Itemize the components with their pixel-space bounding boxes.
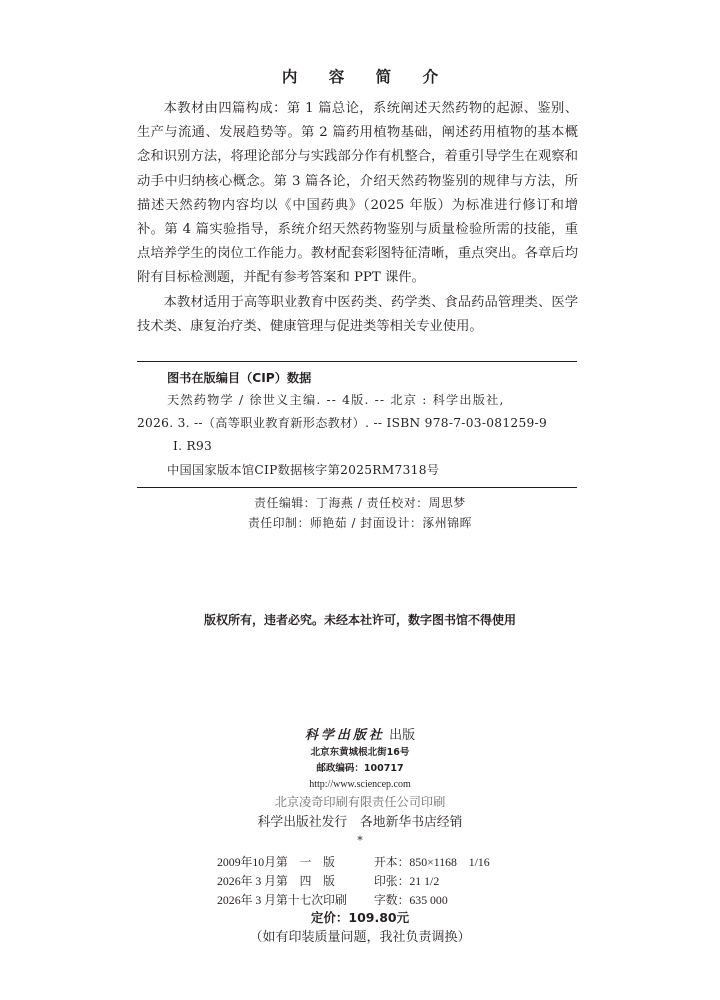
publisher-address: 北京东黄城根北街16号: [310, 747, 410, 758]
edition-date: 2026年 3 月第 四 版: [217, 874, 335, 888]
edition-date: 2026年 3 月第十七次印刷: [217, 893, 347, 907]
edition-date: 2009年10月第 一 版: [217, 855, 335, 869]
cip-record-number: 中国国家版本馆CIP数据核字第2025RM7318号: [167, 463, 440, 477]
publisher-website: http://www.sciencep.com: [309, 779, 411, 790]
price: 定价：109.80元: [310, 910, 410, 925]
edition-info: [217, 853, 490, 910]
editor-credit-line: 责任编辑：丁海燕 / 责任校对：周思梦: [254, 496, 466, 510]
cip-bottom-rule: [137, 487, 577, 488]
distribution-line: 科学出版社发行 各地新华书店经销: [257, 815, 463, 830]
edition-row: [217, 872, 490, 891]
edition-spec: 开本：850×1168 1/16: [374, 855, 490, 869]
copyright-notice: 版权所有，违者必究。未经本社许可，数字图书馆不得使用: [203, 613, 516, 627]
cip-classification-line: Ⅰ. R93: [173, 439, 213, 453]
publisher-logo-text: 科学出版社: [304, 728, 385, 743]
edition-spec: 字数：635 000: [374, 893, 448, 907]
editor-credit-line: 责任印制：师艳茹 / 封面设计：涿州锦晖: [247, 516, 473, 530]
printer-name: 北京凌奇印刷有限责任公司印刷: [274, 795, 446, 809]
edition-spec: 印张：21 1/2: [374, 874, 440, 888]
edition-row: [217, 891, 490, 910]
cip-isbn-line: 2026. 3. --（高等职业教育新形态教材）. -- ISBN 978-7-03-081259-9: [137, 416, 548, 430]
separator-asterisk: *: [357, 834, 363, 847]
publisher-name-suffix: 出版: [389, 728, 416, 743]
intro-paragraph: 本教材适用于高等职业教育中医药类、药学类、食品药品管理类、医学技术类、康复治疗类、健康管理与促进类等相关专业使用。: [137, 294, 578, 334]
cip-bibliographic-line: 天然药物学 / 徐世义主编. -- 4版. -- 北京 : 科学出版社,: [167, 393, 505, 407]
quality-guarantee-note: （如有印装质量问题，我社负责调换）: [249, 930, 471, 945]
publisher-block: [0, 727, 720, 849]
introduction-section: [137, 97, 578, 339]
publisher-postal-code: 邮政编码：100717: [316, 763, 404, 774]
intro-paragraph: 本教材由四篇构成：第 1 篇总论，系统阐述天然药物的起源、鉴别、生产与流通、发展趋势等。第 2 篇药用植物基础，阐述药用植物的基本概念和识别方法，将理论部分与实践部分作有机整合，着重引导学生在观察和动手中归纳核心概念。第 3 篇各论，介绍天然药物鉴别的规律与方法，所描述天然药物内容均以《中国药典》（2025 年版）为标准进行修订和增补。第 4 篇实验指导，系统介绍天然药物鉴别与质量检验所需的技能，重点培养学生的岗位工作能力。教材配套彩图特征清晰，重点突出。各章后均附有目标检测题，并配有参考答案和 PPT 课件。: [137, 101, 578, 286]
publisher-name-line: [0, 727, 720, 745]
editor-credits: [0, 493, 720, 533]
edition-row: [217, 853, 490, 872]
cip-top-rule: [137, 361, 577, 362]
page-title: 内 容 简 介: [281, 68, 452, 86]
cip-heading: 图书在版编目（CIP）数据: [167, 371, 312, 385]
